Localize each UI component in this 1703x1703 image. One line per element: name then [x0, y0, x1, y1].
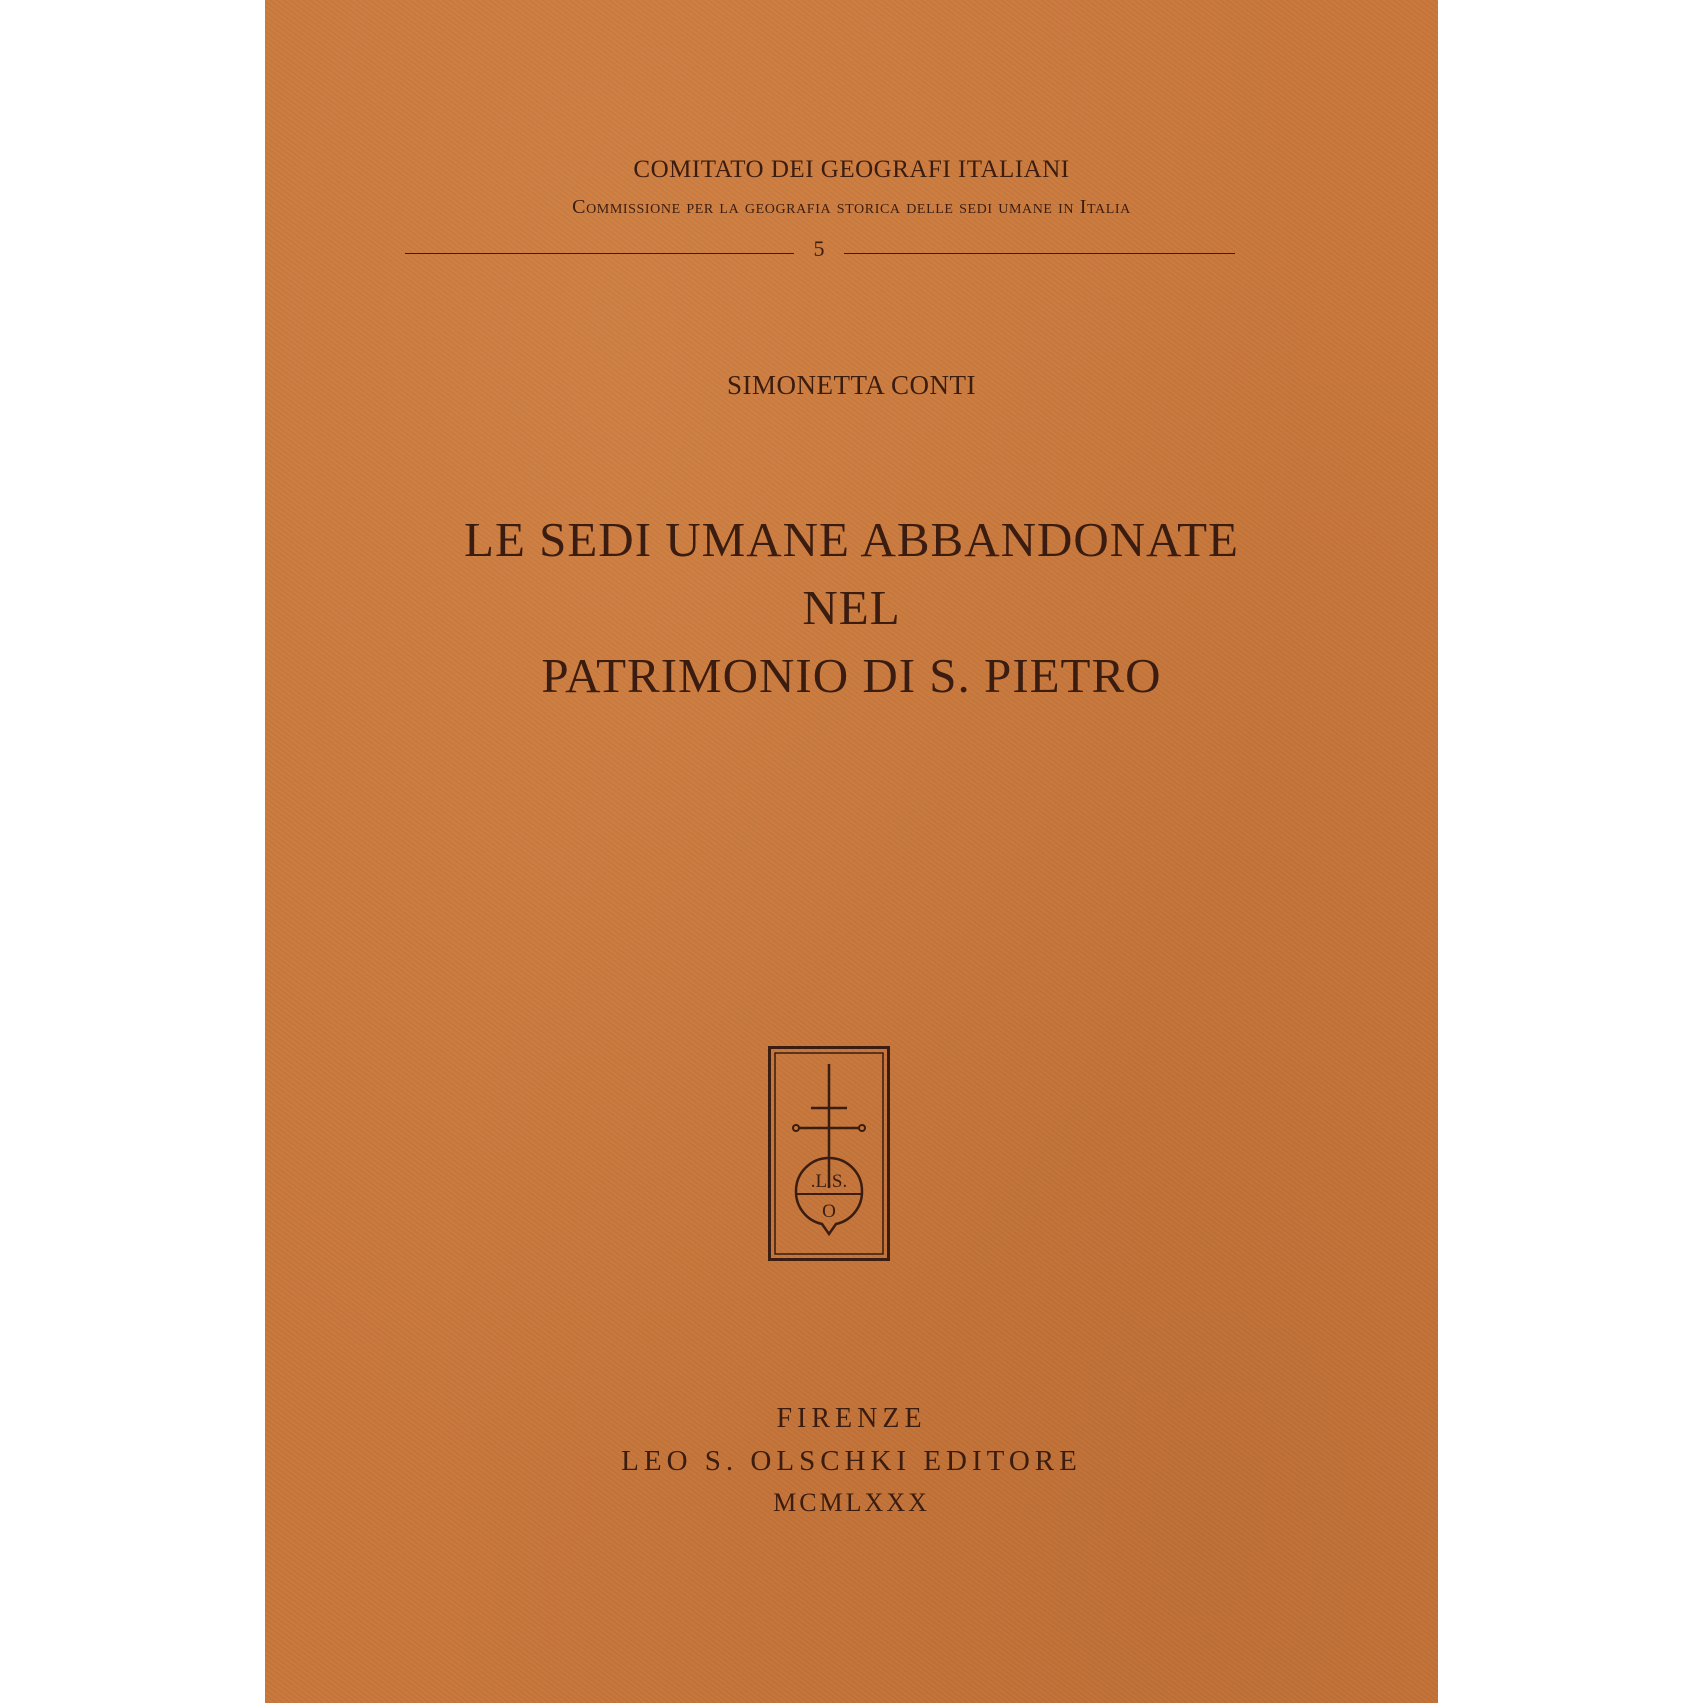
series-number: 5	[813, 236, 825, 261]
title-line-3: PATRIMONIO DI S. PIETRO	[541, 648, 1162, 703]
commission-name: Commissione per la geografia storica delle sedi umane in Italia	[572, 196, 1131, 218]
committee-name: COMITATO DEI GEOGRAFI ITALIANI	[633, 156, 1070, 183]
series-rule-left	[405, 253, 794, 254]
series-rule-right	[844, 253, 1235, 254]
title-line-1: LE SEDI UMANE ABBANDONATE	[464, 512, 1239, 567]
book-cover	[265, 0, 1438, 1703]
author-name: SIMONETTA CONTI	[726, 370, 977, 400]
mark-letters: .L.S.	[810, 1171, 848, 1192]
publication-place: FIRENZE	[776, 1403, 927, 1434]
mark-letter-bottom: O	[822, 1201, 836, 1222]
publication-year: MCMLXXX	[773, 1488, 930, 1517]
publisher-name: LEO S. OLSCHKI EDITORE	[621, 1445, 1082, 1477]
publisher-mark-icon	[768, 1046, 890, 1261]
title-line-2: NEL	[802, 580, 901, 635]
